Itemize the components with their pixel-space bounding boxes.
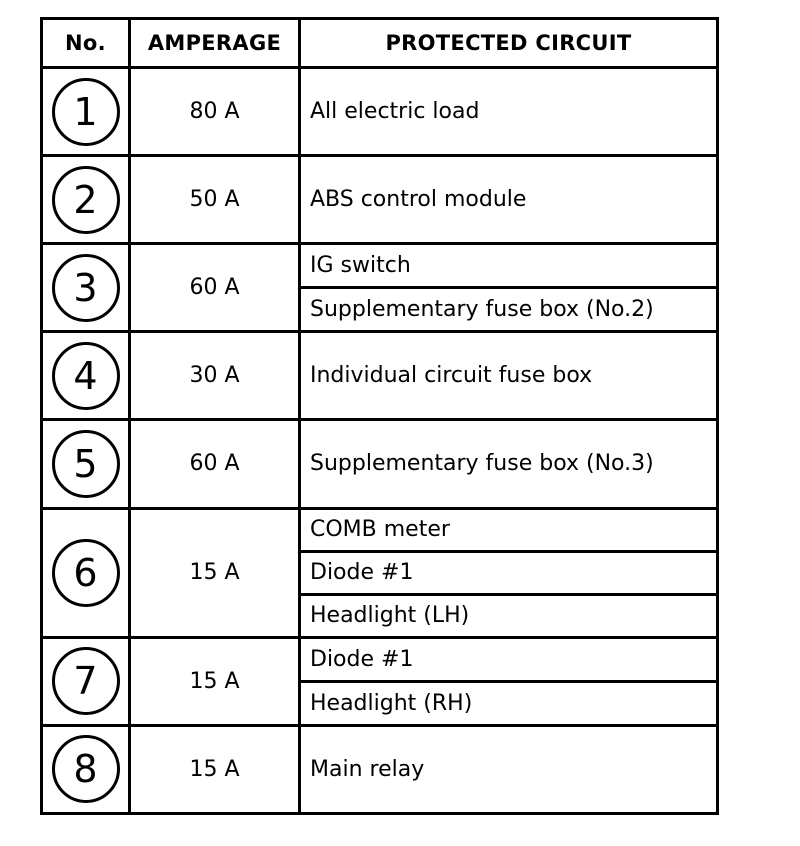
amperage-cell: 80 A xyxy=(130,68,300,156)
fuse-number-cell xyxy=(42,725,130,813)
fuse-number-cell xyxy=(42,68,130,156)
amperage-cell: 15 A xyxy=(130,725,300,813)
protected-circuit-cell: Supplementary fuse box (No.3) xyxy=(300,420,718,508)
header-row xyxy=(42,19,718,68)
fuse-number-cell xyxy=(42,420,130,508)
fuse-number-cell xyxy=(42,244,130,332)
table-row xyxy=(42,420,718,508)
fuse-number-cell xyxy=(42,332,130,420)
protected-circuit-cell: All electric load xyxy=(300,68,718,156)
protected-circuit-cell: Headlight (RH) xyxy=(300,681,718,725)
fuse-number-circle: 8 xyxy=(52,735,120,803)
amperage-cell: 15 A xyxy=(130,637,300,725)
protected-circuit-cell: IG switch xyxy=(300,244,718,288)
fuse-number-cell xyxy=(42,156,130,244)
protected-circuit-cell: Diode #1 xyxy=(300,637,718,681)
fuse-number-circle: 5 xyxy=(52,430,120,498)
fuse-number-circle: 2 xyxy=(52,166,120,234)
fuse-number-cell xyxy=(42,637,130,725)
table-row xyxy=(42,244,718,288)
fuse-number-cell xyxy=(42,508,130,637)
table-row xyxy=(42,637,718,681)
fuse-table xyxy=(40,17,719,815)
header-no: No. xyxy=(42,19,130,68)
amperage-cell: 50 A xyxy=(130,156,300,244)
protected-circuit-cell: Individual circuit fuse box xyxy=(300,332,718,420)
fuse-number-circle: 4 xyxy=(52,342,120,410)
fuse-number-circle: 1 xyxy=(52,78,120,146)
table-row xyxy=(42,68,718,156)
header-protected-circuit: PROTECTED CIRCUIT xyxy=(300,19,718,68)
header-amperage: AMPERAGE xyxy=(130,19,300,68)
fuse-number-circle: 3 xyxy=(52,254,120,322)
amperage-cell: 60 A xyxy=(130,244,300,332)
table-row xyxy=(42,156,718,244)
table-row xyxy=(42,332,718,420)
fuse-number-circle: 6 xyxy=(52,539,120,607)
table-row xyxy=(42,725,718,813)
protected-circuit-cell: ABS control module xyxy=(300,156,718,244)
protected-circuit-cell: Main relay xyxy=(300,725,718,813)
amperage-cell: 30 A xyxy=(130,332,300,420)
protected-circuit-cell: COMB meter xyxy=(300,508,718,551)
fuse-table-body xyxy=(42,68,718,814)
protected-circuit-cell: Supplementary fuse box (No.2) xyxy=(300,288,718,332)
amperage-cell: 15 A xyxy=(130,508,300,637)
amperage-cell: 60 A xyxy=(130,420,300,508)
protected-circuit-cell: Headlight (LH) xyxy=(300,594,718,637)
fuse-number-circle: 7 xyxy=(52,647,120,715)
table-row xyxy=(42,508,718,551)
protected-circuit-cell: Diode #1 xyxy=(300,551,718,594)
